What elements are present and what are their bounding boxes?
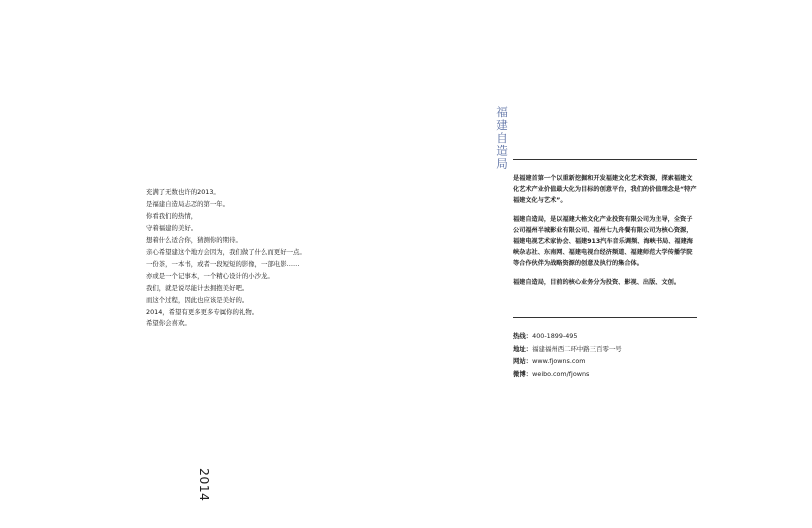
poem-line: 一份茶，一本书，或者一段短短的影像，一部电影……: [146, 259, 300, 268]
bottom-divider: [513, 317, 697, 318]
poem-line: 守着福建的美好。: [146, 223, 198, 232]
contact-address: [513, 343, 697, 356]
contact-weibo: [513, 368, 697, 381]
poem-line: 希望你会喜欢。: [146, 319, 191, 328]
contact-label: 网站：: [513, 357, 533, 366]
contact-value: 福建福州西二环中路三百零一号: [532, 344, 622, 353]
contact-value: www.fjowns.com: [532, 357, 586, 366]
intro-poem: [146, 187, 406, 330]
description-paragraph: 福建自造局，是以福建大格文化产业投资有限公司为主导，全资子公司福州半城影业有限公司、福州七九舟餐有限公司为核心资源，福建电视艺术家协会、福建913汽车音乐调频、海峡书局、福建海峡杂志社、东南网、福建电视台经济频道、福建师范大学传播学院等合作伙伴为战略资源的创意及执行的集合体。: [513, 216, 693, 267]
contact-info: [513, 330, 697, 380]
contact-label: 地址：: [513, 344, 533, 353]
contact-website: [513, 355, 697, 368]
contact-hotline: [513, 330, 697, 343]
brand-title: 福建自造局: [495, 106, 509, 170]
description-paragraph: 是福建首第一个以重新挖掘和开发福建文化艺术资源，探索福建文化艺术产业价值最大化为目标的创意平台，我们的价值理念是“特产福建文化与艺术”。: [513, 175, 697, 204]
poem-line: 你看我们的热情，: [146, 211, 198, 220]
poem-line: 想着什么适合你，猜测你的期待。: [146, 235, 242, 244]
year-label: [197, 468, 213, 502]
year-text: 2014: [197, 468, 212, 502]
contact-label: 微博：: [513, 369, 533, 378]
top-divider: [513, 159, 697, 160]
contact-value: weibo.com/fjowns: [532, 369, 590, 378]
contact-label: 热线：: [513, 332, 533, 340]
poem-line: 充满了无数也许的2013。: [146, 188, 220, 196]
description-paragraph: 福建自造局，目前的核心业务分为投资、影视、出版、文创。: [513, 279, 681, 287]
poem-line: 我们，就是说尽能计去拥抱美好吧。: [146, 283, 249, 292]
poem-line: 而这个过程，因此也应该是美好的。: [146, 295, 249, 304]
contact-value: 400-1899-495: [532, 332, 578, 340]
poem-line: 是福建自造局忐忑的第一年。: [146, 199, 230, 208]
poem-line: 亲心希望建这个地方会因为，我们做了什么而更好一点。: [146, 247, 306, 256]
company-description: [513, 174, 697, 298]
poem-line: 2014，希望有更多更多专属你的礼物。: [146, 307, 259, 316]
poem-line: 亦或是一个记事本，一个精心设计的小沙龙。: [146, 271, 274, 280]
